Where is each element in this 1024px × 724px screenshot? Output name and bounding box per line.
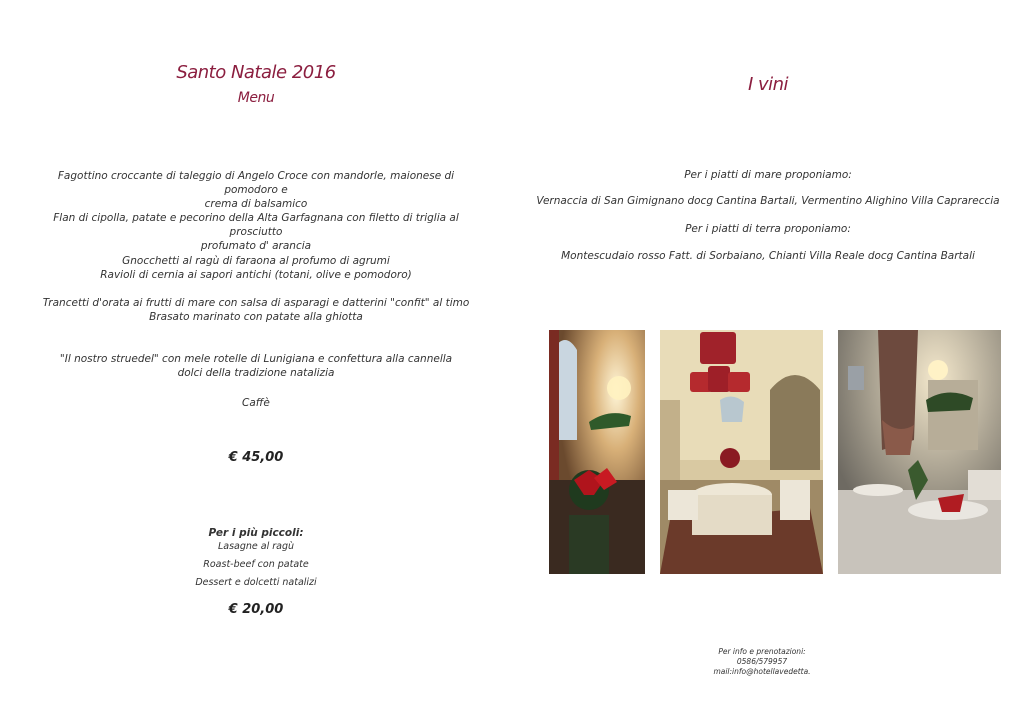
kids-title: Per i più piccoli: bbox=[208, 527, 304, 539]
kids-item: Lasagne al ragù bbox=[217, 541, 295, 552]
course-1: Fagottino croccante di taleggio di Angelo Croce con mandorle, maionese di pomodoro e crema di balsamico bbox=[57, 170, 455, 210]
land-intro: Per i piatti di terra proponiamo: bbox=[685, 223, 851, 235]
sea-intro: Per i piatti di mare proponiamo: bbox=[684, 169, 852, 181]
menu-subtitle: Menu bbox=[237, 90, 275, 106]
kids-item: Roast-beef con patate bbox=[203, 559, 309, 570]
dining-room-photo bbox=[660, 330, 823, 574]
contact-info-label: Per info e prenotazioni: bbox=[718, 647, 806, 656]
course-6: Caffè bbox=[242, 397, 270, 409]
course-2: Flan di cipolla, patate e pecorino della Alta Garfagnana con filetto di triglia al prosciutto profumato d' arancia bbox=[53, 212, 459, 252]
wines-page bbox=[512, 0, 1024, 724]
kids-price: € 20,00 bbox=[228, 602, 284, 617]
sea-wines: Vernaccia di San Gimignano docg Cantina Bartali, Vermentino Alighino Villa Caprareccia bbox=[536, 195, 1000, 207]
wines-title: I vini bbox=[747, 74, 789, 95]
table-setting-photo bbox=[838, 330, 1001, 574]
land-wines: Montescudaio rosso Fatt. di Sorbaiano, Chianti Villa Reale docg Cantina Bartali bbox=[561, 250, 975, 262]
menu-price: € 45,00 bbox=[228, 450, 284, 465]
course-4: Trancetti d'orata ai frutti di mare con salsa di asparagi e datterini "confit" al timo Brasato marinato con patate alla ghiotta bbox=[42, 297, 470, 323]
restaurant-corner-photo bbox=[549, 330, 645, 574]
course-5: "Il nostro struedel" con mele rotelle di Lunigiana e confettura alla cannella dolci della tradizione natalizia bbox=[59, 353, 453, 379]
kids-item: Dessert e dolcetti natalizi bbox=[195, 577, 317, 588]
course-3: Gnocchetti al ragù di faraona al profumo di agrumi Ravioli di cernia ai sapori antichi (totani, olive e pomodoro) bbox=[100, 255, 412, 281]
contact-phone: 0586/579957 bbox=[736, 657, 788, 666]
menu-title: Santo Natale 2016 bbox=[176, 62, 336, 83]
contact-mail: mail:info@hotellavedetta. bbox=[713, 667, 811, 676]
